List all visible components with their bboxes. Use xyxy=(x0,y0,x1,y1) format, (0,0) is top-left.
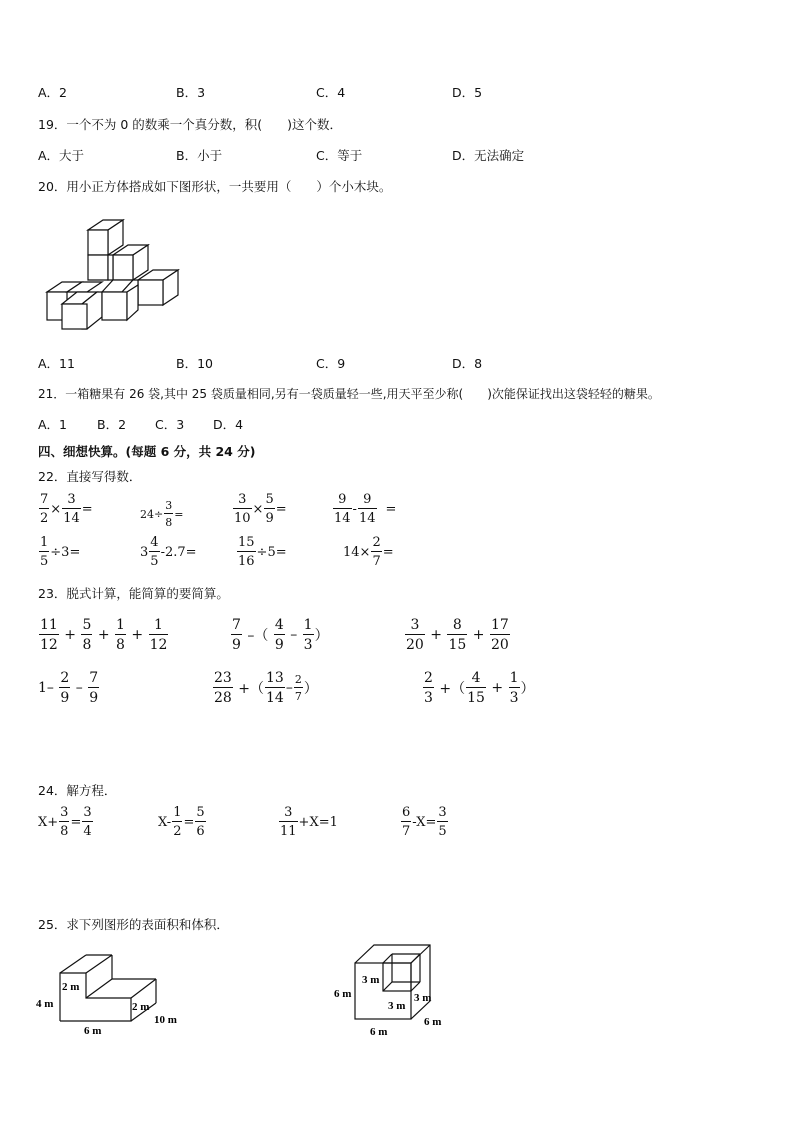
section-4-title: 四、细想快算。(每题 6 分，共 24 分) xyxy=(38,444,256,459)
fig2-label-6: 6 m xyxy=(424,1016,442,1028)
q22-item-6: 3 4 5 -2.7= xyxy=(140,535,197,569)
q20-option-b: B．10 xyxy=(176,356,213,371)
q21-option-b: B．2 xyxy=(97,417,127,432)
q22-item-3: $\frac{3}{10}$ × $\frac{5}{9}$ = xyxy=(234,492,287,526)
fig2-label-4: 3 m xyxy=(414,992,432,1004)
fig2-label-5: 6 m xyxy=(370,1026,388,1038)
q20-stem: 20．用小正方体搭成如下图形状，一共要用（ ）个小木块。 xyxy=(38,179,392,194)
q21-option-d: D．4 xyxy=(213,417,244,432)
q22-item-7: $\frac{15}{16}$ ÷5= xyxy=(238,535,287,569)
q23-expr-5: 23 28 +（ 13 14 – 2 7 ） xyxy=(214,670,318,706)
q22-item-2: 24÷ $\frac{3}{8}$ = xyxy=(140,499,184,529)
q18-option-c: C．4 xyxy=(316,85,346,100)
fig2-label-2: 6 m xyxy=(334,988,352,1000)
q19-option-b: B．小于 xyxy=(176,148,223,163)
q19-stem: 19．一个不为 0 的数乘一个真分数，积( )这个数． xyxy=(38,117,343,132)
q23-expr-6: 2 3 +（ 4 15 + $\frac{1}{3}$ ） xyxy=(424,670,535,706)
fig2-label-1: 3 m xyxy=(362,974,380,986)
q24-eq-3: 3 11 +X=1 xyxy=(280,805,338,839)
fig1-label-4: 6 m xyxy=(84,1025,102,1037)
cube-stack-figure xyxy=(40,215,190,335)
q19-option-a: A．大于 xyxy=(38,148,85,163)
cube-with-cutout-figure xyxy=(330,937,460,1042)
q20-option-d: D．8 xyxy=(452,356,483,371)
q18-option-b: B．3 xyxy=(176,85,206,100)
q20-option-a: A．11 xyxy=(38,356,75,371)
q25-stem: 25．求下列图形的表面积和体积． xyxy=(38,917,229,932)
q18-option-a: A．2 xyxy=(38,85,68,100)
q24-eq-2: X- $\frac{1}{2}$ = $\frac{5}{6}$ xyxy=(158,805,205,839)
q24-stem: 24．解方程． xyxy=(38,783,117,798)
q22-item-4: 9 14 - $\frac{9}{14}$ = xyxy=(334,492,397,526)
q18-option-d: D．5 xyxy=(452,85,483,100)
q19-option-c: C．等于 xyxy=(316,148,363,163)
q24-eq-4: 6 7 -X= $\frac{3}{5}$ xyxy=(402,805,447,839)
q22-item-5: $\frac{1}{5}$ ÷3= xyxy=(40,535,81,569)
fig2-label-3: 3 m xyxy=(388,1000,406,1012)
fig1-label-1: 2 m xyxy=(62,981,80,993)
q22-item-1: $\frac{7}{2}$ × $\frac{3}{14}$ = xyxy=(40,492,93,526)
q23-expr-4: 1 – 2 9 – 7 9 xyxy=(38,670,99,706)
q21-option-c: C．3 xyxy=(155,417,185,432)
fig1-label-2: 4 m xyxy=(36,998,54,1010)
q24-eq-1: X+ $\frac{3}{8}$ = $\frac{3}{4}$ xyxy=(38,805,92,839)
q23-expr-2: 7 9 –（ 4 9 – 1 3 ） xyxy=(232,617,329,653)
fig1-label-5: 10 m xyxy=(154,1014,177,1026)
q23-stem: 23．脱式计算，能简算的要简算。 xyxy=(38,586,229,601)
q23-expr-3: 3 20 + $\frac{8}{15}$ + $\frac{17}{20}$ xyxy=(406,617,509,653)
q22-stem: 22．直接写得数． xyxy=(38,469,142,484)
q21-option-a: A．1 xyxy=(38,417,68,432)
q20-option-c: C．9 xyxy=(316,356,346,371)
q23-expr-1: 11 12 + $\frac{5}{8}$ + $\frac{1}{8}$ + $\frac{1}{12}$ xyxy=(40,617,168,653)
q19-option-d: D．无法确定 xyxy=(452,148,525,163)
q21-stem: 21．一箱糖果有 26 袋,其中 25 袋质量相同,另有一袋质量轻一些,用天平至少称( )次能保证找出这袋轻轻的糖果。 xyxy=(38,387,660,401)
stepped-prism-figure xyxy=(36,943,216,1038)
q22-item-8: 14× $\frac{2}{7}$ = xyxy=(343,535,394,569)
fig1-label-3: 2 m xyxy=(132,1001,150,1013)
